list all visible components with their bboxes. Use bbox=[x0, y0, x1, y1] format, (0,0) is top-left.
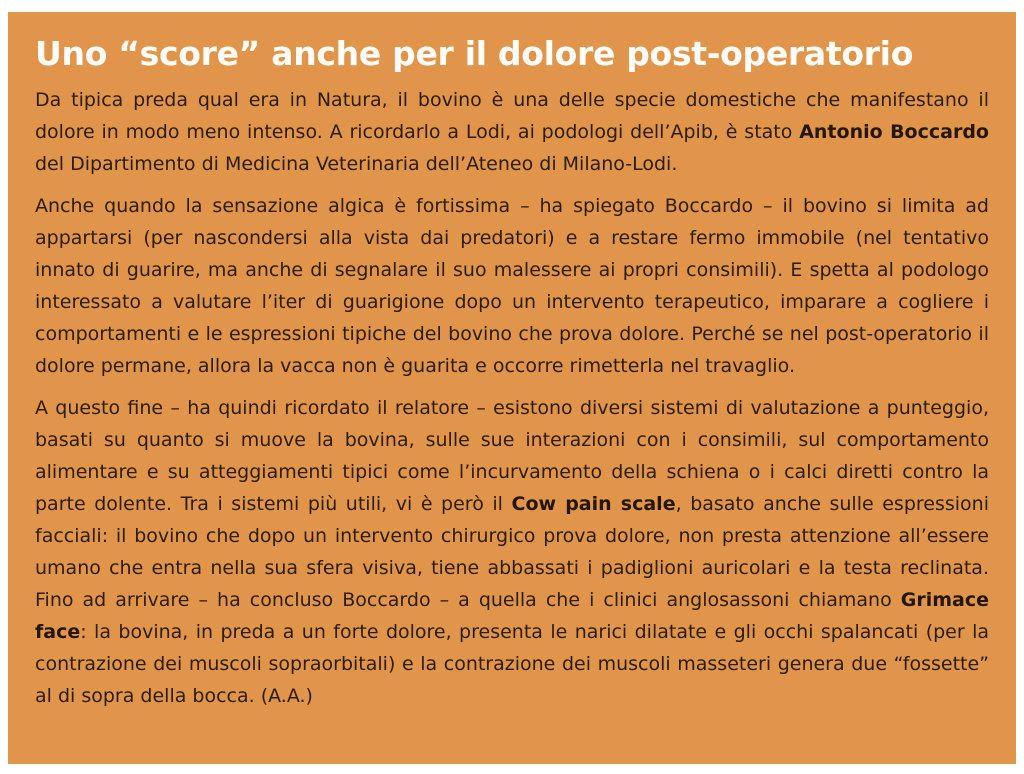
paragraph-2 bbox=[35, 190, 989, 382]
bold-term-cow-pain-scale: Cow pain scale bbox=[511, 493, 676, 515]
paragraph-3-text-1: A questo fine – ha quindi ricordato il relatore – esistono diversi sistemi di valutazione a punteggio, basati su quanto si muove la bovina, sulle sue interazioni con i consimili, sul comportamento alimentare e su atteggiamenti tipici come l’incurvamento della schiena o i calci diretti contro la parte dolente. Tra i sistemi più utili, vi è però il bbox=[35, 397, 989, 515]
bold-name-antonio-boccardo: Antonio Boccardo bbox=[799, 121, 989, 143]
paragraph-1-text-1: Da tipica preda qual era in Natura, il bovino è una delle specie domestiche che manifestano il dolore in modo meno intenso. A ricordarlo a Lodi, ai podologi dell’Apib, è stato bbox=[35, 89, 989, 143]
paragraph-1 bbox=[35, 84, 989, 180]
paragraph-1-text-2: del Dipartimento di Medicina Veterinaria dell’Ateneo di Milano-Lodi. bbox=[35, 153, 678, 175]
paragraph-3-text-2: , basato anche sulle espressioni facciali: il bovino che dopo un intervento chirurgico prova dolore, non presta attenzione all’essere umano che entra nella sua sfera visiva, tiene abbassati i padiglioni auricolari e la testa reclinata. Fino ad arrivare – ha concluso Boccardo – a quella che i clinici anglosassoni chiamano bbox=[35, 493, 989, 611]
paragraph-3 bbox=[35, 392, 989, 712]
paragraph-2-text-1: Anche quando la sensazione algica è fortissima – ha spiegato Boccardo – il bovino si limita ad appartarsi (per nascondersi alla vista dai predatori) e a restare fermo immobile (nel tentativo innato di guarire, ma anche di segnalare il suo malessere ai propri consimili). E spetta al podologo interessato a valutare l’iter di guarigione dopo un intervento terapeutico, imparare a cogliere i comportamenti e le espressioni tipiche del bovino che prova dolore. Perché se nel post-operatorio il dolore permane, allora la vacca non è guarita e occorre rimetterla nel travaglio. bbox=[35, 195, 989, 377]
paragraph-3-text-3: : la bovina, in preda a un forte dolore, presenta le narici dilatate e gli occhi spalancati (per la contrazione dei muscoli sopraorbitali) e la contrazione dei muscoli masseteri genera due “fossette” al di sopra della bocca. (A.A.) bbox=[35, 621, 989, 707]
bold-term-grimace-face: Grimace face bbox=[35, 589, 989, 643]
article-box bbox=[8, 12, 1016, 764]
article-title: Uno “score” anche per il dolore post-operatorio bbox=[35, 34, 914, 73]
